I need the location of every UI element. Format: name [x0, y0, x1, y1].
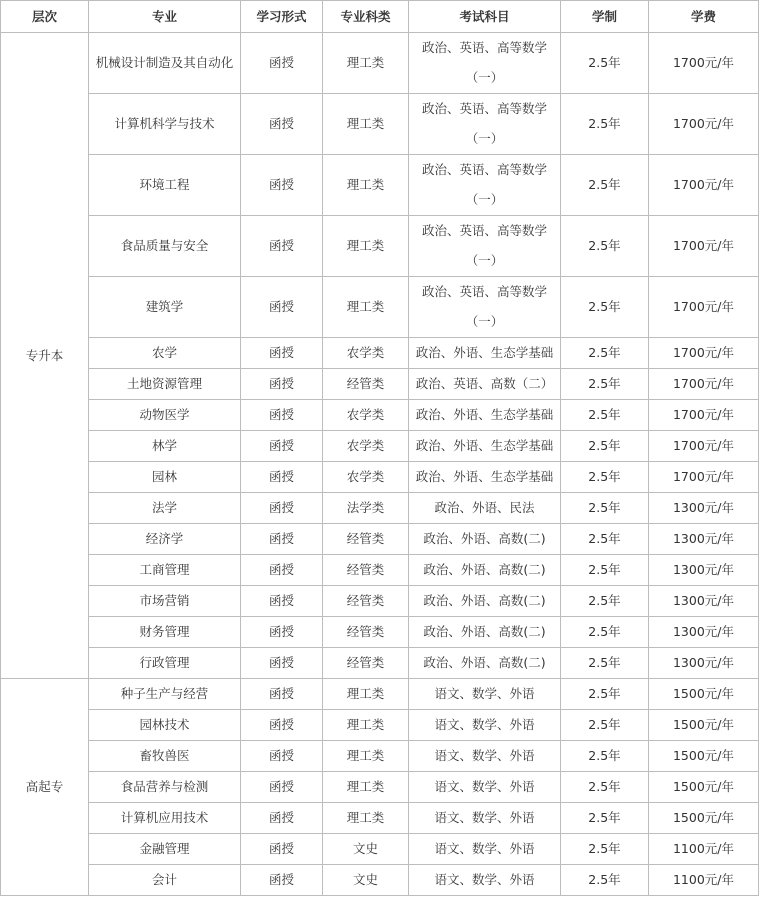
duration-cell: 2.5年 — [561, 772, 649, 803]
major-cell: 工商管理 — [89, 555, 241, 586]
study-form-cell: 函授 — [241, 772, 323, 803]
category-cell: 文史 — [323, 834, 409, 865]
exam-subjects-cell: 政治、英语、高数（二） — [409, 369, 561, 400]
duration-cell: 2.5年 — [561, 586, 649, 617]
fee-cell: 1700元/年 — [649, 155, 759, 216]
fee-cell: 1300元/年 — [649, 524, 759, 555]
duration-cell: 2.5年 — [561, 865, 649, 896]
duration-cell: 2.5年 — [561, 648, 649, 679]
table-body — [1, 33, 759, 896]
major-cell: 种子生产与经营 — [89, 679, 241, 710]
fee-cell: 1700元/年 — [649, 94, 759, 155]
exam-subjects-cell: 政治、外语、生态学基础 — [409, 462, 561, 493]
exam-subjects-cell: 政治、外语、高数(二) — [409, 617, 561, 648]
category-cell: 农学类 — [323, 400, 409, 431]
study-form-cell: 函授 — [241, 741, 323, 772]
exam-subjects-cell: 语文、数学、外语 — [409, 710, 561, 741]
level-cell: 专升本 — [1, 33, 89, 679]
table-row — [1, 94, 759, 155]
study-form-cell: 函授 — [241, 586, 323, 617]
study-form-cell: 函授 — [241, 338, 323, 369]
header-cell: 考试科目 — [409, 1, 561, 33]
study-form-cell: 函授 — [241, 834, 323, 865]
exam-subjects-cell: 政治、英语、高等数学（一） — [409, 94, 561, 155]
category-cell: 农学类 — [323, 431, 409, 462]
header-cell: 专业科类 — [323, 1, 409, 33]
duration-cell: 2.5年 — [561, 803, 649, 834]
study-form-cell: 函授 — [241, 462, 323, 493]
exam-subjects-cell: 政治、英语、高等数学（一） — [409, 155, 561, 216]
table-row — [1, 524, 759, 555]
fee-cell: 1300元/年 — [649, 493, 759, 524]
fee-cell: 1500元/年 — [649, 710, 759, 741]
fee-cell: 1700元/年 — [649, 431, 759, 462]
table-row — [1, 555, 759, 586]
study-form-cell: 函授 — [241, 524, 323, 555]
study-form-cell: 函授 — [241, 555, 323, 586]
major-cell: 林学 — [89, 431, 241, 462]
exam-subjects-cell: 政治、外语、高数(二) — [409, 586, 561, 617]
fee-cell: 1300元/年 — [649, 648, 759, 679]
table-row — [1, 431, 759, 462]
header-cell: 专业 — [89, 1, 241, 33]
category-cell: 理工类 — [323, 710, 409, 741]
category-cell: 理工类 — [323, 772, 409, 803]
study-form-cell: 函授 — [241, 33, 323, 94]
major-cell: 建筑学 — [89, 277, 241, 338]
fee-cell: 1300元/年 — [649, 555, 759, 586]
duration-cell: 2.5年 — [561, 834, 649, 865]
study-form-cell: 函授 — [241, 277, 323, 338]
duration-cell: 2.5年 — [561, 277, 649, 338]
table-row — [1, 338, 759, 369]
major-cell: 经济学 — [89, 524, 241, 555]
fee-cell: 1100元/年 — [649, 865, 759, 896]
category-cell: 法学类 — [323, 493, 409, 524]
study-form-cell: 函授 — [241, 617, 323, 648]
fee-cell: 1700元/年 — [649, 33, 759, 94]
study-form-cell: 函授 — [241, 493, 323, 524]
fee-cell: 1300元/年 — [649, 617, 759, 648]
table-row — [1, 216, 759, 277]
category-cell: 理工类 — [323, 679, 409, 710]
category-cell: 农学类 — [323, 338, 409, 369]
exam-subjects-cell: 政治、英语、高等数学（一） — [409, 33, 561, 94]
study-form-cell: 函授 — [241, 710, 323, 741]
major-cell: 动物医学 — [89, 400, 241, 431]
exam-subjects-cell: 政治、外语、生态学基础 — [409, 338, 561, 369]
fee-cell: 1500元/年 — [649, 741, 759, 772]
exam-subjects-cell: 政治、外语、高数(二) — [409, 555, 561, 586]
study-form-cell: 函授 — [241, 865, 323, 896]
duration-cell: 2.5年 — [561, 710, 649, 741]
category-cell: 经管类 — [323, 617, 409, 648]
major-cell: 食品营养与检测 — [89, 772, 241, 803]
major-cell: 土地资源管理 — [89, 369, 241, 400]
duration-cell: 2.5年 — [561, 216, 649, 277]
table-row — [1, 493, 759, 524]
study-form-cell: 函授 — [241, 431, 323, 462]
table-row — [1, 155, 759, 216]
major-cell: 市场营销 — [89, 586, 241, 617]
exam-subjects-cell: 政治、英语、高等数学（一） — [409, 216, 561, 277]
table-row — [1, 679, 759, 710]
study-form-cell: 函授 — [241, 400, 323, 431]
table-row — [1, 369, 759, 400]
table-row — [1, 834, 759, 865]
category-cell: 经管类 — [323, 586, 409, 617]
exam-subjects-cell: 语文、数学、外语 — [409, 679, 561, 710]
exam-subjects-cell: 语文、数学、外语 — [409, 803, 561, 834]
major-cell: 机械设计制造及其自动化 — [89, 33, 241, 94]
category-cell: 经管类 — [323, 648, 409, 679]
major-cell: 法学 — [89, 493, 241, 524]
exam-subjects-cell: 政治、英语、高等数学（一） — [409, 277, 561, 338]
exam-subjects-cell: 语文、数学、外语 — [409, 834, 561, 865]
exam-subjects-cell: 政治、外语、民法 — [409, 493, 561, 524]
table-row — [1, 462, 759, 493]
study-form-cell: 函授 — [241, 648, 323, 679]
exam-subjects-cell: 政治、外语、高数(二) — [409, 524, 561, 555]
study-form-cell: 函授 — [241, 94, 323, 155]
duration-cell: 2.5年 — [561, 369, 649, 400]
header-cell: 层次 — [1, 1, 89, 33]
duration-cell: 2.5年 — [561, 431, 649, 462]
table-row — [1, 803, 759, 834]
major-cell: 畜牧兽医 — [89, 741, 241, 772]
major-cell: 环境工程 — [89, 155, 241, 216]
category-cell: 理工类 — [323, 741, 409, 772]
duration-cell: 2.5年 — [561, 94, 649, 155]
major-cell: 食品质量与安全 — [89, 216, 241, 277]
fee-cell: 1700元/年 — [649, 216, 759, 277]
major-cell: 园林 — [89, 462, 241, 493]
major-cell: 会计 — [89, 865, 241, 896]
table-row — [1, 400, 759, 431]
exam-subjects-cell: 语文、数学、外语 — [409, 865, 561, 896]
major-cell: 计算机科学与技术 — [89, 94, 241, 155]
table-row — [1, 710, 759, 741]
fee-cell: 1700元/年 — [649, 462, 759, 493]
exam-subjects-cell: 语文、数学、外语 — [409, 741, 561, 772]
fee-cell: 1700元/年 — [649, 277, 759, 338]
major-cell: 农学 — [89, 338, 241, 369]
fee-cell: 1100元/年 — [649, 834, 759, 865]
duration-cell: 2.5年 — [561, 155, 649, 216]
category-cell: 理工类 — [323, 33, 409, 94]
major-cell: 园林技术 — [89, 710, 241, 741]
table-row — [1, 865, 759, 896]
header-row — [1, 1, 759, 33]
category-cell: 经管类 — [323, 524, 409, 555]
study-form-cell: 函授 — [241, 155, 323, 216]
exam-subjects-cell: 政治、外语、生态学基础 — [409, 400, 561, 431]
duration-cell: 2.5年 — [561, 679, 649, 710]
fee-cell: 1500元/年 — [649, 772, 759, 803]
major-cell: 财务管理 — [89, 617, 241, 648]
duration-cell: 2.5年 — [561, 493, 649, 524]
fee-cell: 1700元/年 — [649, 400, 759, 431]
category-cell: 理工类 — [323, 94, 409, 155]
category-cell: 理工类 — [323, 277, 409, 338]
duration-cell: 2.5年 — [561, 617, 649, 648]
fee-cell: 1500元/年 — [649, 679, 759, 710]
duration-cell: 2.5年 — [561, 524, 649, 555]
category-cell: 理工类 — [323, 803, 409, 834]
duration-cell: 2.5年 — [561, 33, 649, 94]
category-cell: 理工类 — [323, 216, 409, 277]
fee-cell: 1700元/年 — [649, 369, 759, 400]
header-cell: 学费 — [649, 1, 759, 33]
table-row — [1, 772, 759, 803]
category-cell: 理工类 — [323, 155, 409, 216]
duration-cell: 2.5年 — [561, 400, 649, 431]
table-row — [1, 33, 759, 94]
category-cell: 经管类 — [323, 555, 409, 586]
table-row — [1, 648, 759, 679]
header-cell: 学习形式 — [241, 1, 323, 33]
category-cell: 文史 — [323, 865, 409, 896]
exam-subjects-cell: 语文、数学、外语 — [409, 772, 561, 803]
table-row — [1, 586, 759, 617]
fee-cell: 1500元/年 — [649, 803, 759, 834]
duration-cell: 2.5年 — [561, 741, 649, 772]
table-row — [1, 617, 759, 648]
duration-cell: 2.5年 — [561, 555, 649, 586]
exam-subjects-cell: 政治、外语、高数(二) — [409, 648, 561, 679]
study-form-cell: 函授 — [241, 679, 323, 710]
major-cell: 金融管理 — [89, 834, 241, 865]
header-cell: 学制 — [561, 1, 649, 33]
duration-cell: 2.5年 — [561, 462, 649, 493]
major-cell: 行政管理 — [89, 648, 241, 679]
table-row — [1, 741, 759, 772]
table-row — [1, 277, 759, 338]
major-cell: 计算机应用技术 — [89, 803, 241, 834]
exam-subjects-cell: 政治、外语、生态学基础 — [409, 431, 561, 462]
study-form-cell: 函授 — [241, 803, 323, 834]
category-cell: 农学类 — [323, 462, 409, 493]
duration-cell: 2.5年 — [561, 338, 649, 369]
fee-cell: 1300元/年 — [649, 586, 759, 617]
study-form-cell: 函授 — [241, 369, 323, 400]
fee-cell: 1700元/年 — [649, 338, 759, 369]
study-form-cell: 函授 — [241, 216, 323, 277]
category-cell: 经管类 — [323, 369, 409, 400]
level-cell: 高起专 — [1, 679, 89, 896]
